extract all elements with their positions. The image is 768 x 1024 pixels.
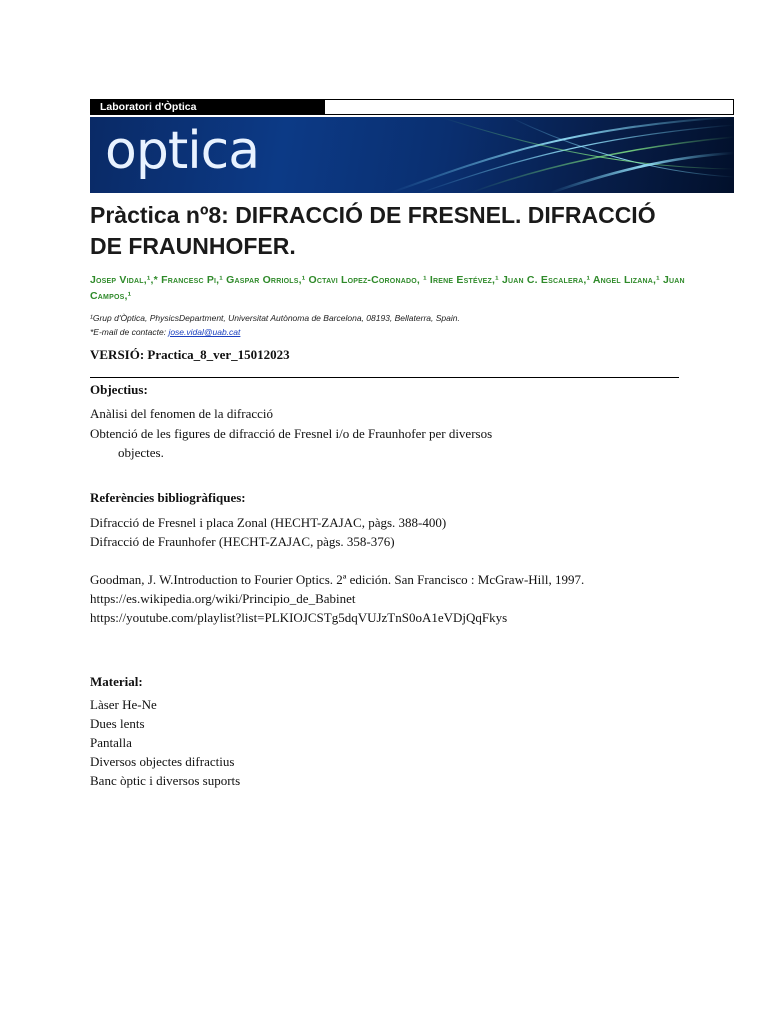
- references-heading: Referències bibliogràfiques:: [90, 490, 246, 505]
- contact-email-link[interactable]: jose.vidal@uab.cat: [168, 327, 241, 337]
- reference-link[interactable]: https://es.wikipedia.org/wiki/Principio_de_Babinet: [90, 591, 356, 606]
- contact-label: *E-mail de contacte:: [90, 327, 169, 337]
- optica-logo: optica: [105, 121, 260, 181]
- optica-banner: [90, 117, 734, 193]
- objective-item-continuation: objectes.: [118, 445, 164, 460]
- objectives-heading: Objectius:: [90, 382, 148, 397]
- page-title: Pràctica nº8: DIFRACCIÓ DE FRESNEL. DIFRACCIÓ DE FRAUNHOFER.: [90, 202, 656, 259]
- affiliation-line: ¹Grup d'Òptica, PhysicsDepartment, Universitat Autònoma de Barcelona, 08193, Bellaterra, Spain.: [90, 313, 460, 323]
- reference-item: Difracció de Fresnel i placa Zonal (HECHT-ZAJAC, pàgs. 388-400): [90, 515, 447, 530]
- reference-item: Goodman, J. W.Introduction to Fourier Optics. 2ª edición. San Francisco : McGraw-Hill, 1997.: [90, 572, 585, 587]
- material-item: Làser He-Ne: [90, 697, 157, 712]
- objective-item: Obtenció de les figures de difracció de Fresnel i/o de Fraunhofer per diversos: [90, 426, 493, 441]
- material-item: Pantalla: [90, 735, 132, 750]
- divider: [90, 377, 679, 378]
- reference-item: Difracció de Fraunhofer (HECHT-ZAJAC, pàgs. 358-376): [90, 534, 395, 549]
- material-heading: Material:: [90, 674, 143, 689]
- reference-link[interactable]: https://youtube.com/playlist?list=PLKIOJCSTg5dqVUJzTnS0oA1eVDjQqFkys: [90, 610, 508, 625]
- version-label: VERSIÓ: Practica_8_ver_15012023: [90, 347, 290, 362]
- author-list: Josep Vidal,¹,* Francesc Pi,¹ Gaspar Orriols,¹ Octavi Lopez-Coronado, ¹ Irene Estévez,¹ Juan C. Escalera,¹ Angel Lizana,¹ Juan Campos,¹: [90, 274, 685, 302]
- objective-item: Anàlisi del fenomen de la difracció: [90, 406, 274, 421]
- lab-header-bar: [90, 99, 734, 115]
- contact-line: [90, 325, 690, 339]
- affiliation-block: [90, 311, 690, 339]
- material-item: Dues lents: [90, 716, 145, 731]
- material-item: Banc òptic i diversos suports: [90, 773, 241, 788]
- lab-name: Laboratori d'Òptica: [91, 100, 325, 114]
- material-item: Diversos objectes difractius: [90, 754, 235, 769]
